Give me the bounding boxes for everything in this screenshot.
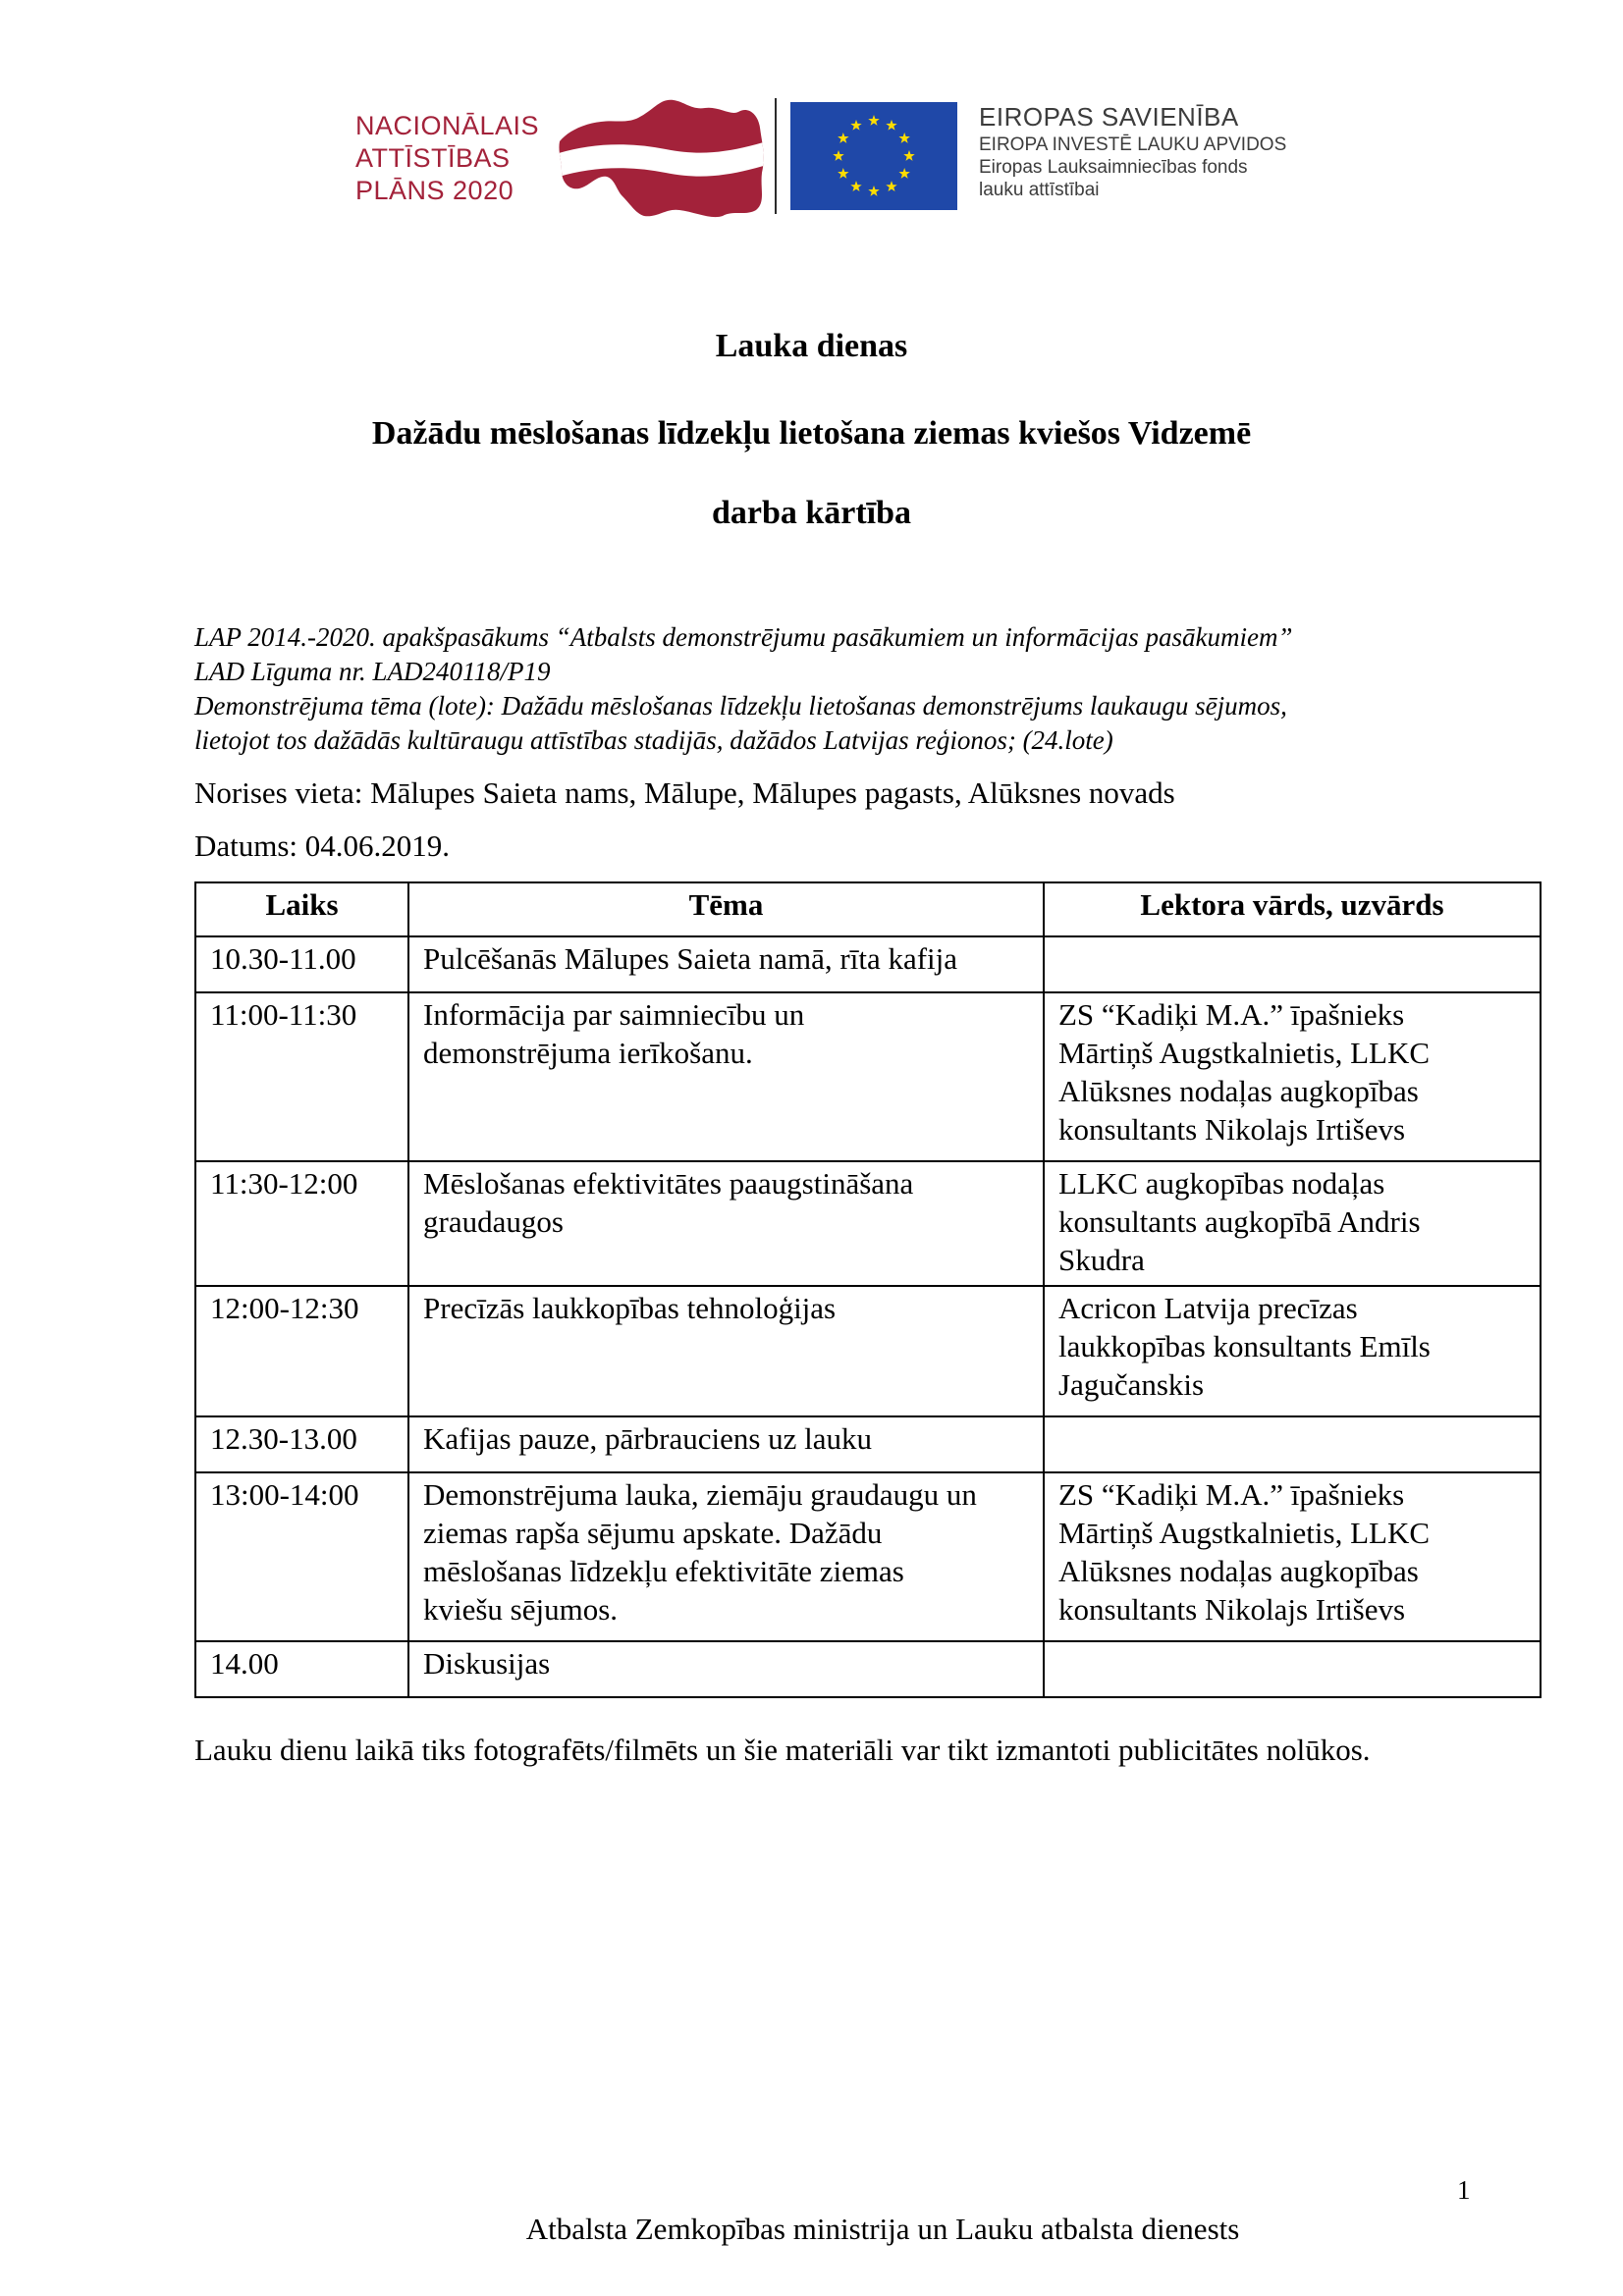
topic-line: demonstrējuma ierīkošanu. (423, 1036, 753, 1070)
topic-line: Diskusijas (423, 1646, 551, 1681)
table-row (195, 1641, 1541, 1697)
lector-line: konsultants Nikolajs Irtiševs (1058, 1592, 1406, 1627)
lector-line: Mārtiņš Augstkalnietis, LLKC (1058, 1516, 1431, 1550)
page-footer: Atbalsta Zemkopības ministrija un Lauku atbalsta dienests (525, 2212, 1240, 2246)
info-line-topic: Demonstrējuma tēma (lote): Dažādu mēslošanas līdzekļu lietošanas demonstrējums laukaugu sējumos, (194, 691, 1287, 721)
table-row (195, 1416, 1541, 1472)
cell-time: 10.30-11.00 (195, 936, 408, 992)
header-lector: Lektora vārds, uzvārds (1044, 882, 1541, 936)
cell-lector (1044, 1416, 1541, 1472)
topic-line: Mēslošanas efektivitātes paaugstināšana (423, 1166, 914, 1201)
cell-time: 13:00-14:00 (195, 1472, 408, 1641)
cell-topic (408, 1161, 1044, 1286)
cell-time: 12:00-12:30 (195, 1286, 408, 1416)
topic-line: graudaugos (423, 1204, 564, 1239)
eu-logo-text (979, 100, 1286, 201)
document-agenda-heading: darba kārtība (711, 495, 912, 531)
cell-topic (408, 1472, 1044, 1641)
cell-time: 11:00-11:30 (195, 992, 408, 1161)
eu-logo-line2: Eiropas Lauksaimniecības fonds (979, 157, 1248, 178)
eu-flag-icon (790, 102, 957, 210)
lector-line: ZS “Kadiķi M.A.” īpašnieks (1058, 1477, 1405, 1512)
lector-line: LLKC augkopības nodaļas (1058, 1166, 1385, 1201)
info-line-topic-cont: lietojot tos dažādās kultūraugu attīstības stadijās, dažādos Latvijas reģionos; (24.lote) (194, 725, 1113, 755)
lector-line: Alūksnes nodaļas augkopības (1058, 1074, 1419, 1108)
lector-line: laukkopības konsultants Emīls (1058, 1329, 1431, 1363)
info-line-program: LAP 2014.-2020. apakšpasākums “Atbalsts demonstrējumu pasākumiem un informācijas pasākumiem” (194, 622, 1293, 652)
lector-line: Acricon Latvija precīzas (1058, 1291, 1358, 1325)
cell-topic (408, 1641, 1044, 1697)
cell-topic (408, 1286, 1044, 1416)
info-line-contract: LAD Līguma nr. LAD240118/P19 (194, 657, 551, 686)
eu-logo-title: EIROPAS SAVIENĪBA (979, 102, 1239, 132)
topic-line: Pulcēšanās Mālupes Saieta namā, rīta kafija (423, 941, 958, 976)
nap-logo-line2: ATTĪSTĪBAS (355, 143, 511, 173)
latvia-map-logo (558, 94, 769, 220)
table-row (195, 1472, 1541, 1641)
nap-logo-line3: PLĀNS 2020 (355, 176, 514, 205)
agenda-table (194, 881, 1542, 1698)
logo-divider (775, 98, 777, 214)
lector-line: Skudra (1058, 1243, 1145, 1277)
cell-lector (1044, 1472, 1541, 1641)
cell-topic (408, 936, 1044, 992)
topic-line: Kafijas pauze, pārbrauciens uz lauku (423, 1421, 873, 1456)
topic-line: ziemas rapša sējumu apskate. Dažādu (423, 1516, 883, 1550)
document-title: Lauka dienas (715, 328, 908, 364)
lector-line: konsultants augkopībā Andris (1058, 1204, 1421, 1239)
project-info (194, 620, 1292, 758)
page-number: 1 (1457, 2175, 1471, 2205)
lector-line: Jagučanskis (1058, 1367, 1205, 1402)
table-row (195, 1286, 1541, 1416)
topic-line: Demonstrējuma lauka, ziemāju graudaugu un (423, 1477, 977, 1512)
eu-logo-line1: EIROPA INVESTĒ LAUKU APVIDOS (979, 134, 1287, 155)
lector-line: Mārtiņš Augstkalnietis, LLKC (1058, 1036, 1431, 1070)
lector-line: ZS “Kadiķi M.A.” īpašnieks (1058, 997, 1405, 1032)
lector-line: konsultants Nikolajs Irtiševs (1058, 1112, 1406, 1147)
header-topic: Tēma (408, 882, 1044, 936)
venue-line: Norises vieta: Mālupes Saieta nams, Mālupe, Mālupes pagasts, Alūksnes novads (194, 775, 1175, 810)
cell-time: 11:30-12:00 (195, 1161, 408, 1286)
table-row (195, 1161, 1541, 1286)
cell-lector (1044, 936, 1541, 992)
topic-line: kviešu sējumos. (423, 1592, 619, 1627)
table-row (195, 936, 1541, 992)
cell-lector (1044, 1641, 1541, 1697)
lector-line: Alūksnes nodaļas augkopības (1058, 1554, 1419, 1588)
nap-logo-text (355, 110, 539, 207)
cell-time: 12.30-13.00 (195, 1416, 408, 1472)
cell-time: 14.00 (195, 1641, 408, 1697)
cell-lector (1044, 1286, 1541, 1416)
cell-topic (408, 992, 1044, 1161)
table-header-row (195, 882, 1541, 936)
topic-line: mēslošanas līdzekļu efektivitāte ziemas (423, 1554, 904, 1588)
document-subtitle: Dažādu mēslošanas līdzekļu lietošana ziemas kviešos Vidzemē (371, 415, 1252, 452)
eu-logo-line3: lauku attīstībai (979, 180, 1100, 200)
topic-line: Informācija par saimniecību un (423, 997, 805, 1032)
publicity-note: Lauku dienu laikā tiks fotografēts/filmēts un šie materiāli var tikt izmantoti publicitātes nolūkos. (194, 1733, 1371, 1767)
header-time: Laiks (195, 882, 408, 936)
cell-lector (1044, 992, 1541, 1161)
topic-line: Precīzās laukkopības tehnoloģijas (423, 1291, 837, 1325)
table-row (195, 992, 1541, 1161)
nap-logo-line1: NACIONĀLAIS (355, 111, 540, 140)
cell-lector (1044, 1161, 1541, 1286)
cell-topic (408, 1416, 1044, 1472)
date-line: Datums: 04.06.2019. (194, 828, 451, 863)
